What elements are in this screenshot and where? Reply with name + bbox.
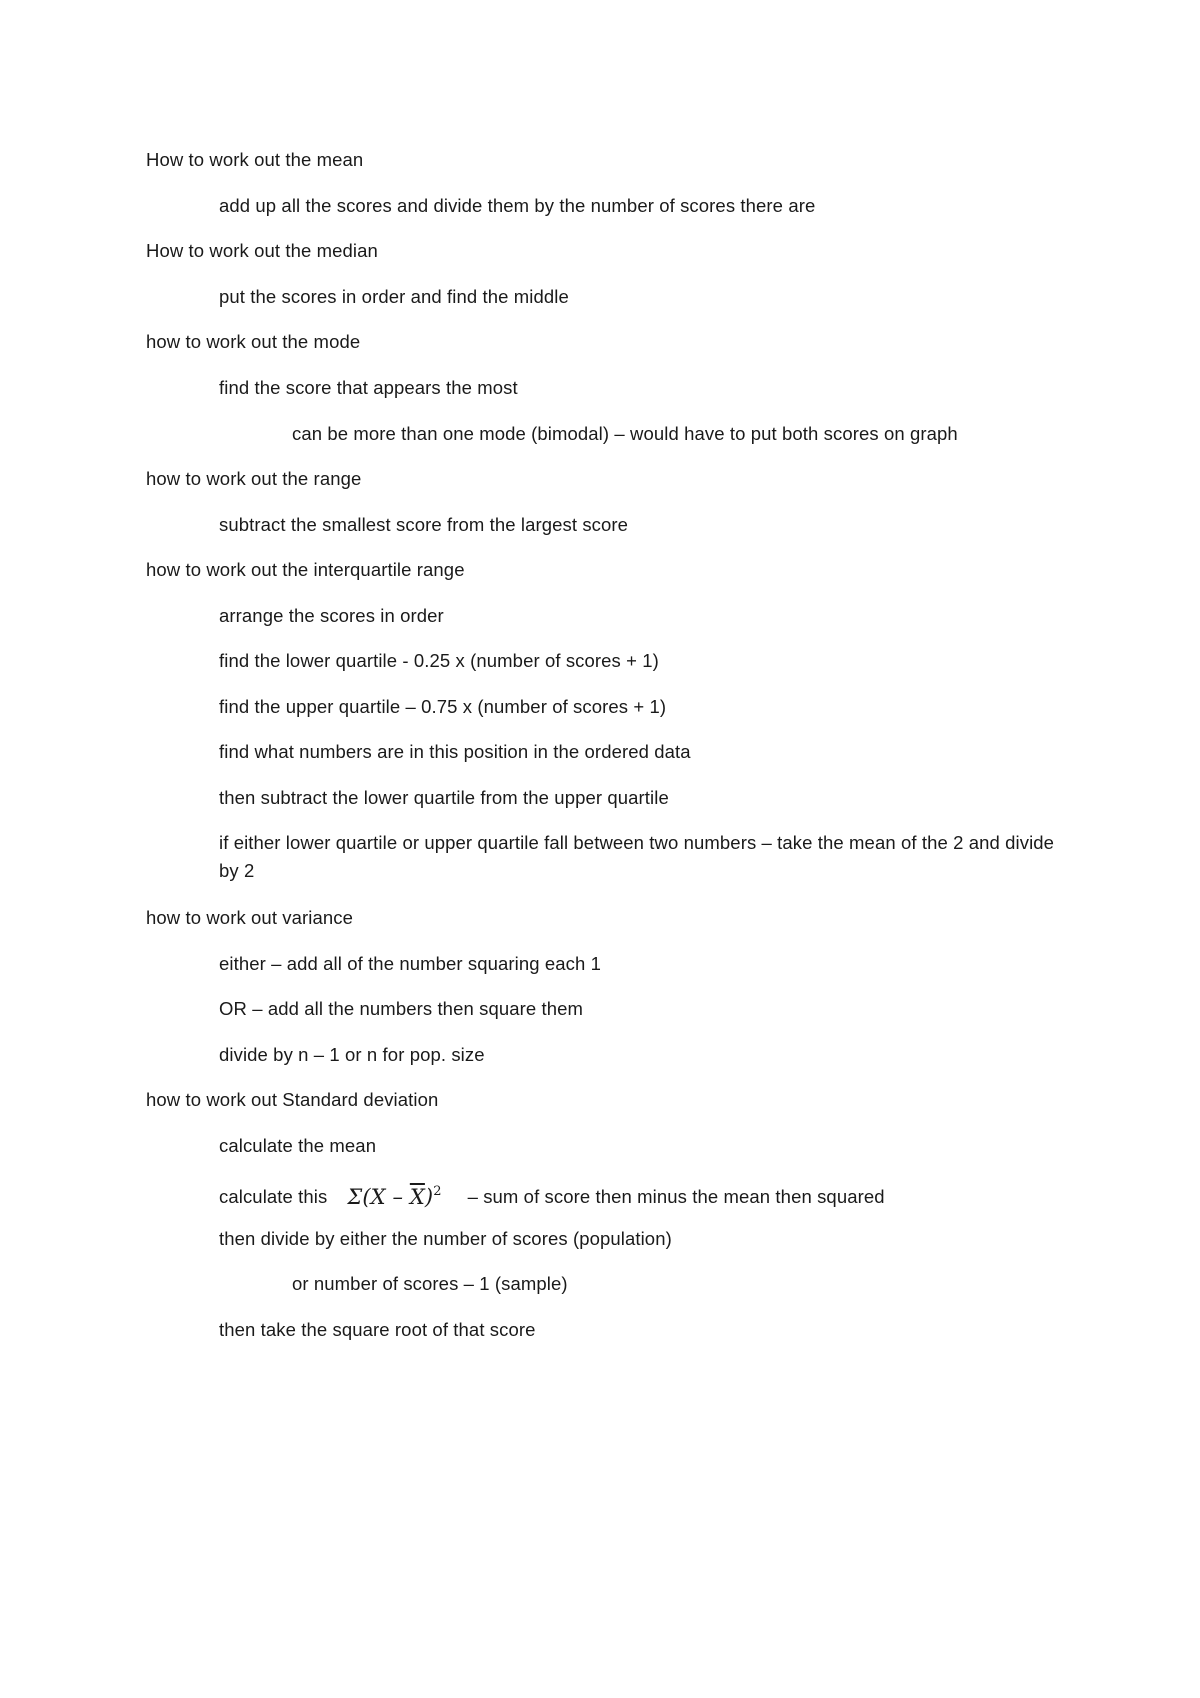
text-line: put the scores in order and find the middle bbox=[219, 286, 569, 307]
heading-mean: How to work out the mean bbox=[146, 149, 364, 170]
text-line: divide by n – 1 or n for pop. size bbox=[219, 1044, 485, 1065]
text-line: calculate the mean bbox=[219, 1135, 377, 1156]
text-line: then take the square root of that score bbox=[219, 1319, 536, 1340]
text-line: find the score that appears the most bbox=[219, 377, 518, 398]
text-line: find the upper quartile – 0.75 x (number of scores + 1) bbox=[219, 696, 667, 717]
text-line: find what numbers are in this position in the ordered data bbox=[219, 741, 691, 762]
text-line: arrange the scores in order bbox=[219, 605, 444, 626]
heading-range: how to work out the range bbox=[146, 468, 362, 489]
text-paragraph: if either lower quartile or upper quartile fall between two numbers – take the mean of the 2 and divide by 2 bbox=[219, 832, 1055, 881]
sum-of-squares-formula bbox=[347, 1178, 441, 1211]
text-line: or number of scores – 1 (sample) bbox=[292, 1273, 568, 1294]
heading-variance: how to work out variance bbox=[146, 907, 354, 928]
formula-x: X bbox=[370, 1185, 386, 1209]
heading-median: How to work out the median bbox=[146, 240, 378, 261]
text-line: find the lower quartile - 0.25 x (number of scores + 1) bbox=[219, 650, 659, 671]
text-line: can be more than one mode (bimodal) – would have to put both scores on graph bbox=[292, 423, 958, 444]
text-segment: calculate this bbox=[219, 1186, 328, 1207]
text-line: subtract the smallest score from the largest score bbox=[219, 514, 629, 535]
formula-minus: – bbox=[385, 1185, 410, 1209]
text-line: OR – add all the numbers then square them bbox=[219, 998, 584, 1019]
formula-close-paren: ) bbox=[424, 1185, 434, 1209]
heading-mode: how to work out the mode bbox=[146, 331, 361, 352]
formula-open-paren: ( bbox=[362, 1185, 371, 1209]
heading-standard-deviation: how to work out Standard deviation bbox=[146, 1089, 439, 1110]
formula-exponent: 2 bbox=[433, 1184, 442, 1199]
formula-line bbox=[219, 1177, 885, 1211]
text-segment: – sum of score then minus the mean then squared bbox=[467, 1186, 885, 1207]
sigma-symbol: Σ bbox=[347, 1185, 363, 1209]
text-line: add up all the scores and divide them by the number of scores there are bbox=[219, 195, 816, 216]
text-line: then subtract the lower quartile from the upper quartile bbox=[219, 787, 669, 808]
heading-interquartile-range: how to work out the interquartile range bbox=[146, 559, 465, 580]
text-line: either – add all of the number squaring each 1 bbox=[219, 953, 602, 974]
text-line: then divide by either the number of scores (population) bbox=[219, 1228, 672, 1249]
formula-x-bar: $\overline{X}$ bbox=[409, 1185, 425, 1209]
